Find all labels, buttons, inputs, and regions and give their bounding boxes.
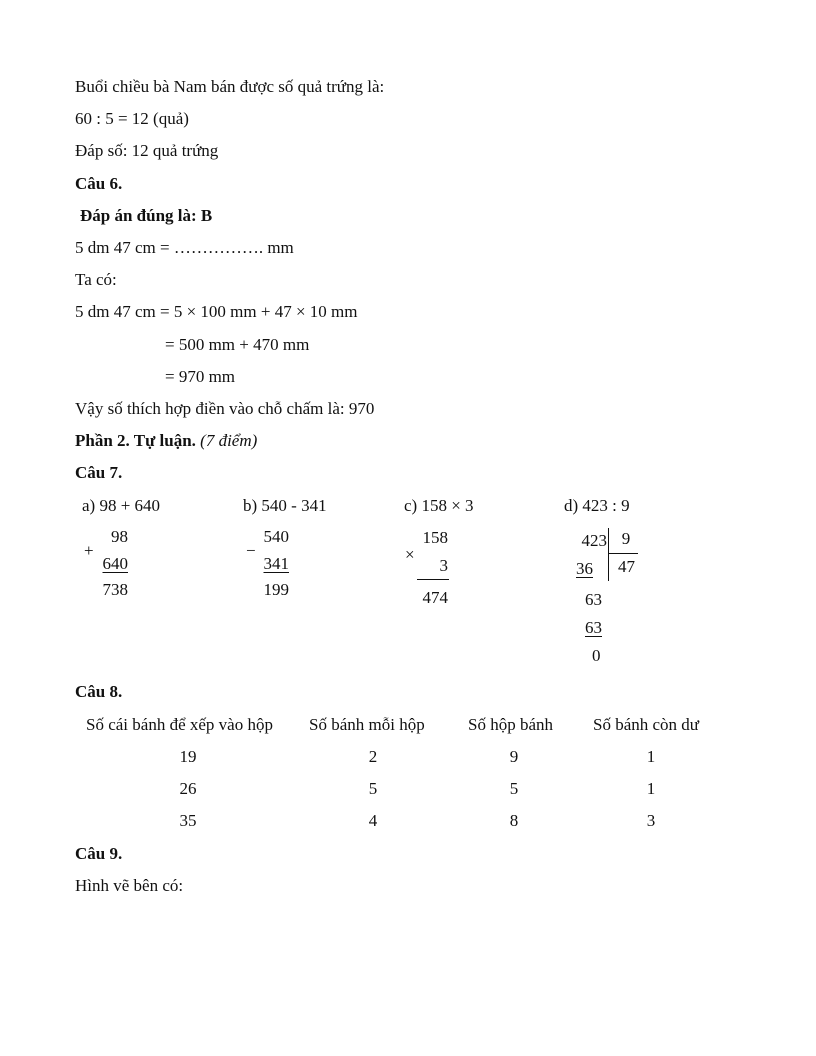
partial-product: 36 [576, 559, 593, 578]
result: 738 [102, 580, 128, 599]
result: 474 [422, 588, 448, 607]
partial-product: 63 [585, 618, 602, 637]
table-header: Số hộp bánh [468, 715, 553, 734]
problem-label-c: c) 158 × 3 [404, 496, 474, 515]
text-line: Vậy số thích hợp điền vào chỗ chấm là: 970 [75, 399, 375, 418]
operator-minus: − [246, 541, 256, 560]
result: 199 [263, 580, 289, 599]
table-cell: 1 [646, 747, 656, 766]
text-line: = 500 mm + 470 mm [165, 335, 310, 354]
operand: 158 [422, 528, 448, 547]
final-remainder: 0 [592, 646, 601, 665]
operator-times: × [405, 545, 415, 564]
table-cell: 26 [179, 779, 197, 798]
section-points: (7 điểm) [200, 431, 258, 450]
remainder-step: 63 [585, 590, 602, 609]
text-line: Buổi chiều bà Nam bán được số quả trứng là: [75, 77, 385, 96]
problem-label-d: d) 423 : 9 [564, 496, 630, 515]
text-line: Đáp số: 12 quả trứng [75, 141, 219, 160]
table-cell: 19 [179, 747, 197, 766]
multiplication-line [417, 579, 449, 580]
table-cell: 1 [646, 779, 656, 798]
divisor: 9 [621, 529, 631, 548]
table-cell: 4 [368, 811, 378, 830]
question-heading: Câu 8. [75, 682, 123, 701]
question-heading: Câu 9. [75, 844, 123, 863]
text-line: Hình vẽ bên có: [75, 876, 184, 895]
table-cell: 5 [368, 779, 378, 798]
problem-label-a: a) 98 + 640 [82, 496, 161, 515]
operand: 341 [263, 554, 289, 573]
quotient: 47 [618, 557, 635, 576]
text-line: 5 dm 47 cm = ……………. mm [75, 238, 294, 257]
operand: 98 [111, 527, 128, 546]
text-line: 5 dm 47 cm = 5 × 100 mm + 47 × 10 mm [75, 302, 358, 321]
answer-line: Đáp án đúng là: B [80, 206, 213, 225]
table-cell: 5 [509, 779, 519, 798]
text-line: Ta có: [75, 270, 117, 289]
table-cell: 35 [179, 811, 197, 830]
division-bar [608, 528, 609, 581]
table-cell: 3 [646, 811, 656, 830]
table-header: Số cái bánh để xếp vào hộp [86, 715, 273, 734]
operand: 540 [263, 527, 289, 546]
table-cell: 9 [509, 747, 519, 766]
section-heading [75, 431, 257, 451]
problem-label-b: b) 540 - 341 [243, 496, 327, 515]
table-header: Số bánh còn dư [593, 715, 700, 734]
dividend: 423 [581, 531, 607, 550]
table-cell: 2 [368, 747, 378, 766]
question-heading: Câu 7. [75, 463, 123, 482]
text-line: = 970 mm [165, 367, 236, 386]
operator-plus: + [84, 541, 94, 560]
question-heading: Câu 6. [75, 174, 123, 193]
table-cell: 8 [509, 811, 519, 830]
text-line: 60 : 5 = 12 (quả) [75, 109, 189, 128]
section-title: Phần 2. Tự luận. [75, 431, 196, 450]
table-header: Số bánh mỗi hộp [309, 715, 425, 734]
operand: 640 [102, 554, 128, 573]
division-line [608, 553, 638, 554]
operand: 3 [439, 556, 448, 575]
